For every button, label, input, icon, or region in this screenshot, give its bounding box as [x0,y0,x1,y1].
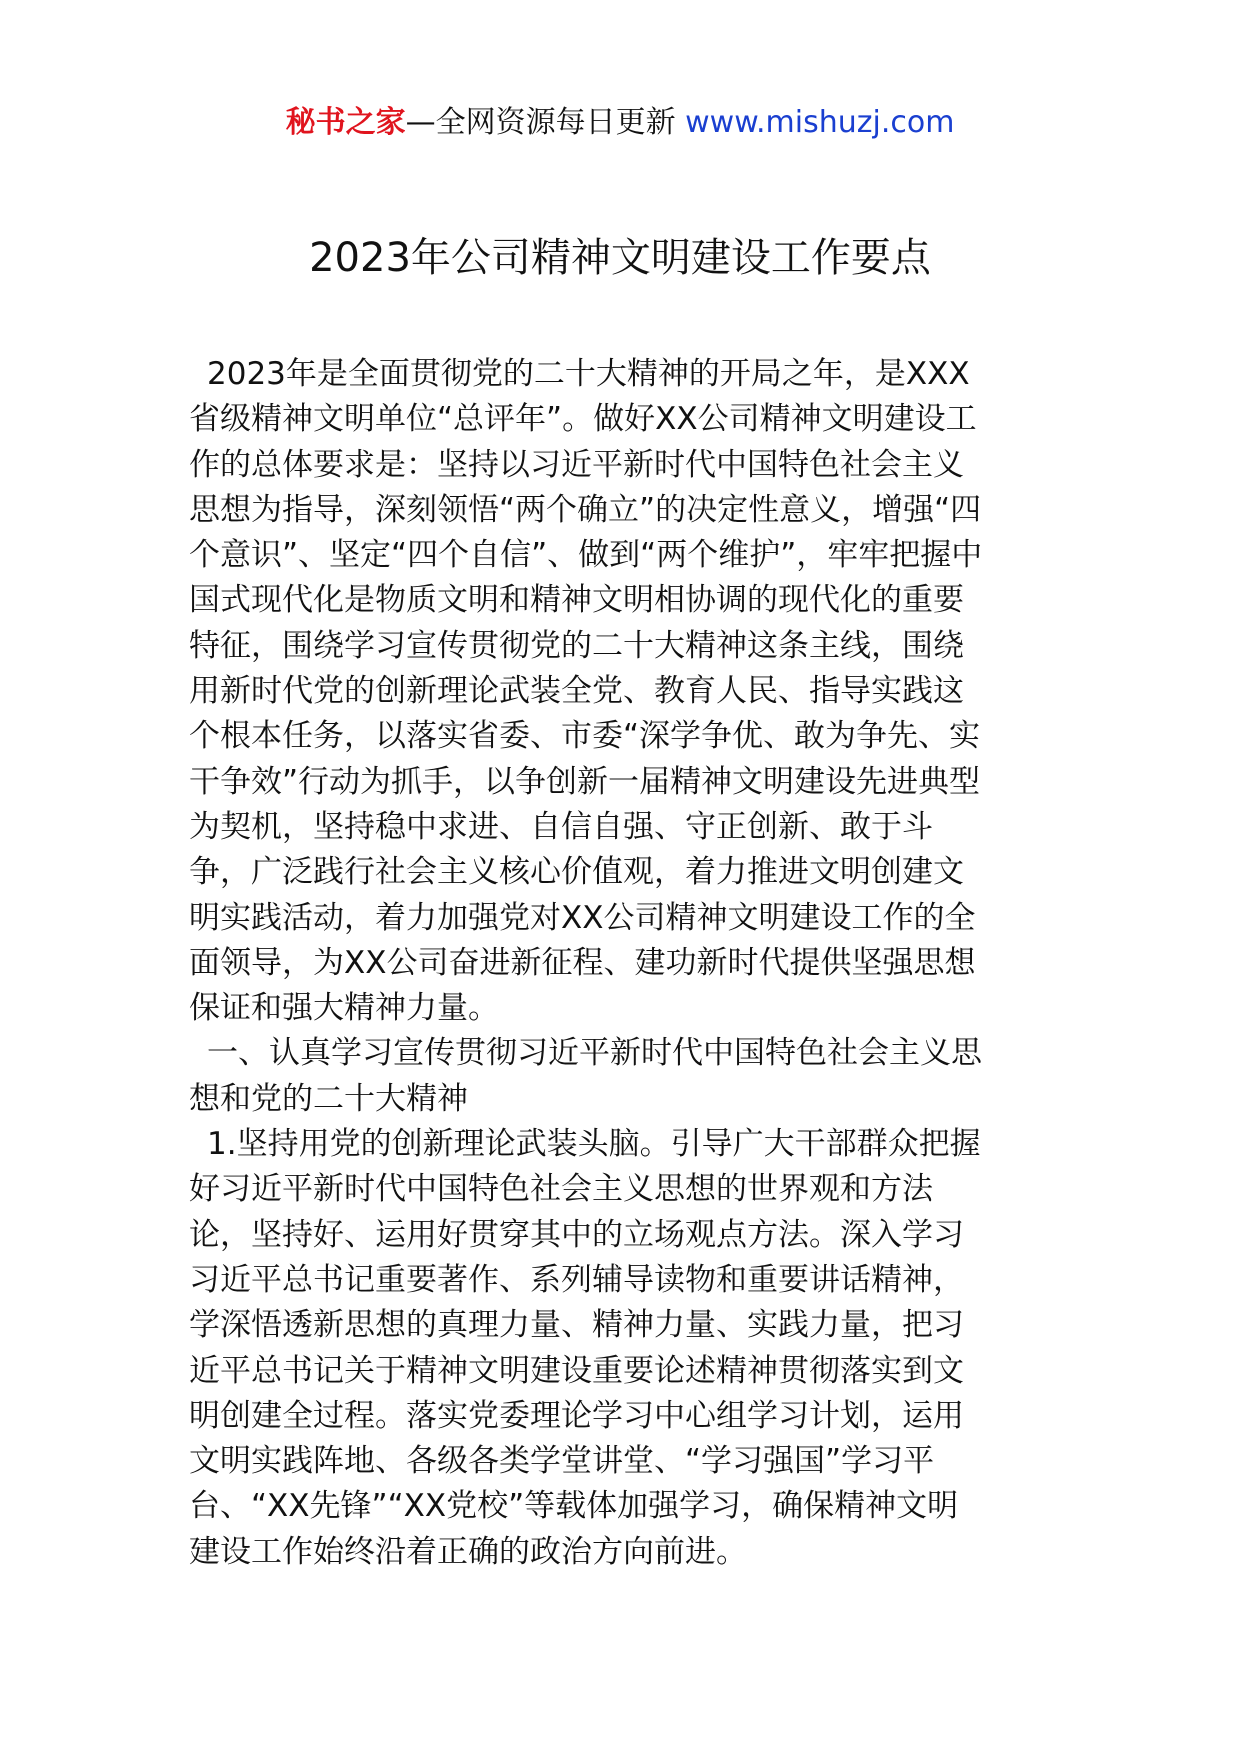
document-title: 2023年公司精神文明建设工作要点 [309,235,931,281]
paragraph-line: 争，广泛践行社会主义核心价值观，着力推进文明创建文 [189,854,964,891]
paragraph-line: 近平总书记关于精神文明建设重要论述精神贯彻落实到文 [189,1352,964,1389]
paragraph-line: 个根本任务，以落实省委、市委“深学争优、敢为争先、实 [189,718,981,755]
paragraph-line: 习近平总书记重要著作、系列辅导读物和重要讲话精神， [189,1261,964,1298]
paragraph-line: 用新时代党的创新理论武装全党、教育人民、指导实践这 [189,673,964,710]
paragraph-line: 明实践活动，着力加强党对XX公司精神文明建设工作的全 [189,899,976,936]
paragraph-line: 面领导，为XX公司奋进新征程、建功新时代提供坚强思想 [189,944,976,981]
paragraph-line: 作的总体要求是：坚持以习近平新时代中国特色社会主义 [189,446,964,483]
paragraph-line: 文明实践阵地、各级各类学堂讲堂、“学习强国”学习平 [189,1443,935,1480]
paragraph-line: 好习近平新时代中国特色社会主义思想的世界观和方法 [189,1171,933,1208]
site-brand: 秘书之家 [285,105,406,140]
paragraph-line: 明创建全过程。落实党委理论学习中心组学习计划，运用 [189,1397,964,1434]
paragraph-line: 个意识”、坚定“四个自信”、做到“两个维护”，牢牢把握中 [189,537,983,574]
paragraph-line: 1.坚持用党的创新理论武装头脑。引导广大干部群众把握 [207,1126,981,1163]
paragraph-line: 省级精神文明单位“总评年”。做好XX公司精神文明建设工 [189,401,977,438]
site-tagline: —全网资源每日更新 [405,105,676,140]
paragraph-line: 台、“XX先锋”“XX党校”等载体加强学习，确保精神文明 [189,1488,959,1525]
paragraph-line: 2023年是全面贯彻党的二十大精神的开局之年，是XXX [207,356,970,392]
section-heading-line: 想和党的二十大精神 [189,1080,468,1117]
paragraph-line: 特征，围绕学习宣传贯彻党的二十大精神这条主线，围绕 [189,627,964,664]
site-header [0,100,1240,146]
section-heading-line: 一、认真学习宣传贯彻习近平新时代中国特色社会主义思 [207,1035,982,1072]
paragraph-line: 思想为指导，深刻领悟“两个确立”的决定性意义，增强“四 [189,491,982,528]
paragraph-line: 建设工作始终沿着正确的政治方向前进。 [189,1533,747,1570]
paragraph-line: 学深悟透新思想的真理力量、精神力量、实践力量，把习 [189,1307,964,1344]
paragraph-line: 干争效”行动为抓手，以争创新一届精神文明建设先进典型 [189,763,981,800]
paragraph-line: 国式现代化是物质文明和精神文明相协调的现代化的重要 [189,582,964,619]
paragraph-line: 论，坚持好、运用好贯穿其中的立场观点方法。深入学习 [189,1216,964,1253]
paragraph-line: 保证和强大精神力量。 [189,990,499,1027]
document-body [189,352,1057,1575]
paragraph-line: 为契机，坚持稳中求进、自信自强、守正创新、敢于斗 [189,808,933,845]
site-url-link[interactable]: www.mishuzj.com [685,105,955,140]
